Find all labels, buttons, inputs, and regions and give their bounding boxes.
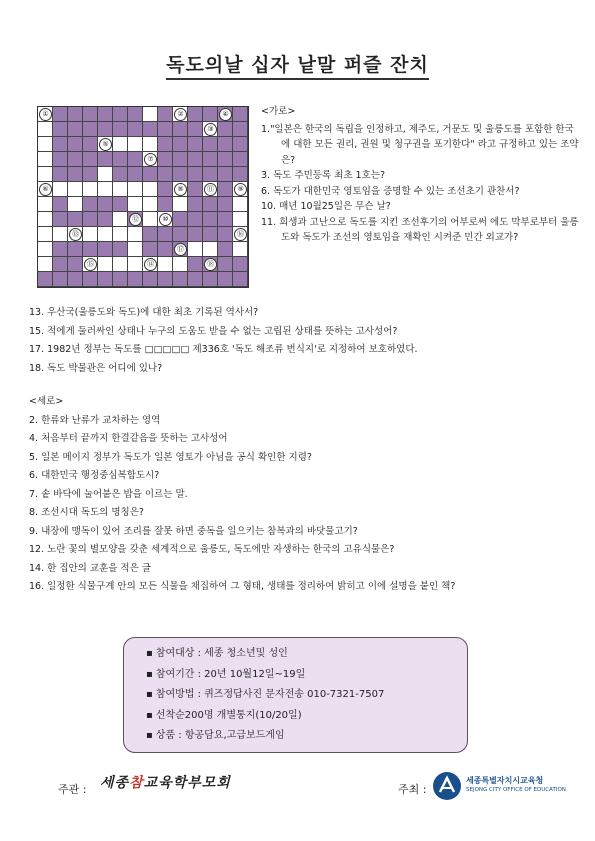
across-clue: 11. 희생과 고난으로 독도를 지킨 조선후기의 어부로써 에도 막부로부터 울릉도와 독도가 조선의 영토임을 재확인 시켜준 민간 외교가?	[261, 216, 579, 243]
grid-cell-answer	[98, 242, 113, 257]
host-label: 주최 :	[398, 783, 427, 796]
grid-cell-answer	[218, 122, 233, 137]
grid-cell-blank	[173, 182, 188, 197]
grid-cell-blank	[68, 227, 83, 242]
grid-cell-answer	[158, 197, 173, 212]
grid-cell-answer	[128, 212, 143, 227]
grid-cell-blank	[143, 257, 158, 272]
host-name: 세종특별자치시교육청	[466, 776, 544, 785]
grid-cell-blank	[98, 257, 113, 272]
grid-cell-answer	[53, 122, 68, 137]
grid-cell-blank	[68, 182, 83, 197]
info-prizes: ▪ 상품 : 항공담요,고급보드게임	[146, 726, 467, 747]
grid-cell-answer	[143, 227, 158, 242]
grid-cell-blank	[188, 242, 203, 257]
grid-cell-answer	[53, 272, 68, 287]
grid-cell-blank	[38, 152, 53, 167]
grid-cell-blank	[113, 182, 128, 197]
grid-cell-answer	[158, 242, 173, 257]
across-heading: <가로>	[261, 106, 296, 117]
grid-cell-blank	[233, 242, 248, 257]
across-clue: 3. 독도 주민등록 최초 1호는?	[261, 170, 385, 181]
grid-cell-answer	[218, 137, 233, 152]
grid-cell-answer	[173, 272, 188, 287]
grid-cell-answer	[83, 167, 98, 182]
grid-cell-answer	[98, 152, 113, 167]
grid-cell-answer	[188, 122, 203, 137]
grid-cell-answer	[188, 182, 203, 197]
grid-cell-answer	[128, 272, 143, 287]
clue-number: ⑭	[144, 258, 157, 271]
down-clue: 9. 내장에 맹독이 있어 조리를 잘못 하면 중독을 일으키는 참복과의 바닷물고기?	[29, 525, 358, 537]
grid-cell-answer	[68, 122, 83, 137]
across-clues	[261, 104, 581, 246]
clue-number: ⑮	[84, 258, 97, 271]
grid-cell-answer	[188, 227, 203, 242]
clue-number: ②	[174, 108, 187, 121]
grid-cell-answer	[113, 272, 128, 287]
down-clue: 16. 일정한 식물구계 안의 모든 식물을 채집하여 그 형태, 생태를 정리하여 밝히고 이에 설명을 붙인 책?	[29, 581, 456, 592]
grid-cell-answer	[113, 122, 128, 137]
grid-cell-blank	[113, 137, 128, 152]
grid-cell-blank	[38, 242, 53, 257]
grid-cell-blank	[173, 107, 188, 122]
grid-cell-blank	[143, 137, 158, 152]
grid-cell-blank	[143, 182, 158, 197]
grid-cell-answer	[188, 212, 203, 227]
clue-number: ①	[39, 108, 52, 121]
grid-cell-answer	[38, 272, 53, 287]
down-clues	[29, 393, 574, 597]
grid-cell-answer	[53, 107, 68, 122]
grid-cell-answer	[83, 122, 98, 137]
grid-cell-answer	[203, 152, 218, 167]
clue-number: ⑯	[234, 228, 247, 241]
grid-cell-blank	[233, 182, 248, 197]
grid-cell-blank	[128, 137, 143, 152]
info-period: ▪ 참여기간 : 20년 10월12일~19일	[146, 665, 467, 686]
grid-cell-answer	[233, 257, 248, 272]
grid-cell-answer	[233, 122, 248, 137]
across-clue: 17. 1982년 정부는 독도를 □□□□□ 제336호 '독도 해조류 번식지'로 지정하여 보호하였다.	[29, 344, 418, 355]
grid-cell-answer	[233, 137, 248, 152]
grid-cell-answer	[83, 212, 98, 227]
grid-cell-blank	[203, 242, 218, 257]
grid-cell-blank	[143, 107, 158, 122]
grid-cell-blank	[98, 137, 113, 152]
grid-cell-answer	[218, 272, 233, 287]
grid-cell-answer	[173, 212, 188, 227]
clue-number: ⑪	[204, 183, 217, 196]
grid-cell-blank	[158, 212, 173, 227]
clue-number: ⑬	[69, 228, 82, 241]
across-clue: 1."일본은 한국의 독립을 인정하고, 제주도, 거문도 및 울릉도를 포함한 한국에 대한 모든 권리, 권원 및 청구권을 포기한다" 라고 규정하고 있는 조약은?	[261, 123, 579, 166]
clue-number: ⑫	[129, 213, 142, 226]
sejong-education-emblem-icon	[432, 771, 462, 801]
grid-cell-answer	[98, 197, 113, 212]
clue-number: ⑤	[99, 138, 112, 151]
down-clue: 14. 한 집안의 교훈을 적은 글	[29, 562, 151, 574]
grid-cell-answer	[113, 167, 128, 182]
grid-cell-answer	[113, 107, 128, 122]
grid-cell-blank	[38, 137, 53, 152]
grid-cell-blank	[113, 227, 128, 242]
grid-cell-answer	[173, 242, 188, 257]
grid-cell-answer	[68, 212, 83, 227]
grid-cell-blank	[38, 227, 53, 242]
host-name-english: SEJONG CITY OFFICE OF EDUCATION	[466, 787, 566, 793]
grid-cell-blank	[38, 197, 53, 212]
across-clue: 6. 독도가 대한민국 영토임을 증명할 수 있는 조선초기 관찬서?	[261, 185, 520, 197]
info-notice: ▪ 선착순200명 개별통지(10/20일)	[146, 706, 467, 727]
grid-cell-blank	[113, 257, 128, 272]
grid-cell-answer	[68, 272, 83, 287]
down-clue: 2. 한류와 난류가 교차하는 영역	[29, 414, 161, 426]
grid-cell-blank	[83, 182, 98, 197]
clue-number: ⑨	[234, 183, 247, 196]
grid-cell-blank	[203, 122, 218, 137]
down-clue: 8. 조선시대 독도의 명칭은?	[29, 507, 144, 518]
grid-cell-answer	[158, 272, 173, 287]
grid-cell-answer	[218, 197, 233, 212]
clue-number: ③	[204, 123, 217, 136]
grid-cell-answer	[188, 137, 203, 152]
grid-cell-blank	[203, 182, 218, 197]
grid-cell-blank	[128, 227, 143, 242]
grid-cell-blank	[83, 257, 98, 272]
organizer-label: 주관 :	[58, 783, 87, 796]
grid-cell-answer	[203, 197, 218, 212]
grid-cell-blank	[38, 122, 53, 137]
page-title: 독도의날 십자 낱말 퍼즐 잔치	[0, 50, 595, 77]
clue-number: ⑩	[159, 213, 172, 226]
grid-cell-answer	[203, 137, 218, 152]
grid-cell-answer	[233, 152, 248, 167]
across-clue: 15. 적에게 둘러싸인 상태나 누구의 도움도 받을 수 없는 고립된 상태를 뜻하는 고사성어?	[29, 325, 398, 337]
grid-cell-blank	[128, 257, 143, 272]
grid-cell-blank	[233, 197, 248, 212]
grid-cell-blank	[38, 212, 53, 227]
grid-cell-answer	[173, 227, 188, 242]
grid-cell-answer	[188, 257, 203, 272]
grid-cell-answer	[143, 167, 158, 182]
grid-cell-blank	[38, 257, 53, 272]
grid-cell-answer	[83, 197, 98, 212]
grid-cell-blank	[233, 212, 248, 227]
clue-number: ⑱	[204, 258, 217, 271]
grid-cell-answer	[83, 272, 98, 287]
grid-cell-blank	[53, 182, 68, 197]
grid-cell-blank	[143, 152, 158, 167]
grid-cell-blank	[233, 227, 248, 242]
grid-cell-answer	[158, 182, 173, 197]
grid-cell-answer	[53, 167, 68, 182]
grid-cell-answer	[203, 212, 218, 227]
grid-cell-blank	[158, 257, 173, 272]
grid-cell-blank	[53, 227, 68, 242]
grid-cell-answer	[203, 227, 218, 242]
grid-cell-answer	[83, 152, 98, 167]
grid-cell-blank	[128, 197, 143, 212]
across-clue: 10. 매년 10월25일은 무슨 날?	[261, 201, 391, 212]
grid-cell-answer	[98, 272, 113, 287]
across-clue: 13. 우산국(울릉도와 독도)에 대한 최초 기록된 역사서?	[29, 307, 259, 318]
grid-cell-blank	[173, 257, 188, 272]
grid-cell-answer	[113, 152, 128, 167]
grid-cell-answer	[128, 167, 143, 182]
grid-cell-blank	[38, 107, 53, 122]
grid-cell-answer	[173, 152, 188, 167]
grid-cell-answer	[188, 197, 203, 212]
grid-cell-blank	[143, 197, 158, 212]
grid-cell-answer	[98, 212, 113, 227]
across-clue: 18. 독도 박물관은 어디에 있나?	[29, 362, 163, 374]
grid-cell-answer	[98, 107, 113, 122]
clue-number: ⑥	[39, 183, 52, 196]
clue-number: ⑦	[144, 153, 157, 166]
grid-cell-answer	[128, 122, 143, 137]
grid-cell-answer	[53, 152, 68, 167]
grid-cell-answer	[203, 257, 218, 272]
grid-cell-blank	[143, 212, 158, 227]
grid-cell-answer	[218, 212, 233, 227]
down-heading: <세로>	[29, 396, 64, 407]
grid-cell-answer	[173, 122, 188, 137]
grid-cell-answer	[158, 137, 173, 152]
grid-cell-answer	[218, 167, 233, 182]
grid-cell-answer	[128, 152, 143, 167]
grid-cell-answer	[143, 122, 158, 137]
grid-cell-blank	[38, 167, 53, 182]
grid-cell-answer	[188, 152, 203, 167]
grid-cell-answer	[83, 107, 98, 122]
grid-cell-answer	[233, 272, 248, 287]
grid-cell-answer	[68, 152, 83, 167]
grid-cell-answer	[53, 212, 68, 227]
down-clue: 5. 일본 메이지 정부가 독도가 일본 영토가 아님을 공식 확인한 지령?	[29, 451, 312, 463]
grid-cell-answer	[113, 242, 128, 257]
grid-cell-blank	[98, 167, 113, 182]
down-clue: 12. 노란 꽃의 별모양을 갖춘 세계적으로 울릉도, 독도에만 자생하는 한국의 고유식물은?	[29, 544, 395, 555]
info-participants: ▪ 참여대상 : 세종 청소년및 성인	[146, 644, 467, 665]
grid-cell-blank	[98, 182, 113, 197]
grid-cell-answer	[83, 242, 98, 257]
grid-cell-answer	[173, 167, 188, 182]
grid-cell-blank	[98, 227, 113, 242]
grid-cell-blank	[128, 242, 143, 257]
grid-cell-answer	[143, 242, 158, 257]
grid-cell-answer	[68, 167, 83, 182]
grid-cell-answer	[143, 272, 158, 287]
grid-cell-answer	[218, 182, 233, 197]
grid-cell-blank	[83, 227, 98, 242]
event-info-box	[123, 637, 468, 753]
down-clue: 4. 처음부터 끝까지 한결같음을 뜻하는 고사성어	[29, 433, 228, 444]
grid-cell-answer	[218, 242, 233, 257]
grid-cell-answer	[233, 107, 248, 122]
clue-number: ⑧	[174, 183, 187, 196]
crossword-grid	[37, 106, 249, 288]
down-clue: 7. 솥 바닥에 눌어붙은 밥을 이르는 말.	[29, 488, 188, 500]
grid-cell-answer	[158, 152, 173, 167]
grid-cell-answer	[98, 122, 113, 137]
grid-cell-answer	[173, 137, 188, 152]
clue-number: ④	[219, 108, 232, 121]
grid-cell-blank	[128, 182, 143, 197]
grid-cell-answer	[188, 167, 203, 182]
grid-cell-answer	[188, 272, 203, 287]
grid-cell-answer	[158, 227, 173, 242]
grid-cell-answer	[68, 242, 83, 257]
clue-number: ⑰	[174, 243, 187, 256]
grid-cell-answer	[53, 242, 68, 257]
grid-cell-blank	[38, 182, 53, 197]
grid-cell-answer	[113, 197, 128, 212]
info-method: ▪ 참여방법 : 퀴즈정답사진 문자전송 010-7321-7507	[146, 685, 467, 706]
grid-cell-answer	[68, 257, 83, 272]
grid-cell-answer	[203, 272, 218, 287]
grid-cell-answer	[203, 107, 218, 122]
grid-cell-answer	[218, 152, 233, 167]
grid-cell-answer	[53, 137, 68, 152]
grid-cell-answer	[83, 137, 98, 152]
grid-cell-answer	[128, 107, 143, 122]
grid-cell-answer	[233, 167, 248, 182]
down-clue: 6. 대한민국 행정중심복합도시?	[29, 470, 160, 481]
grid-cell-answer	[203, 167, 218, 182]
grid-cell-blank	[113, 212, 128, 227]
grid-cell-blank	[173, 197, 188, 212]
across-clues-continued	[29, 304, 574, 378]
grid-cell-answer	[188, 107, 203, 122]
grid-cell-answer	[68, 137, 83, 152]
grid-cell-answer	[218, 107, 233, 122]
grid-cell-answer	[218, 227, 233, 242]
grid-cell-answer	[68, 107, 83, 122]
grid-cell-answer	[218, 257, 233, 272]
grid-cell-answer	[158, 167, 173, 182]
grid-cell-answer	[158, 107, 173, 122]
grid-cell-answer	[53, 197, 68, 212]
organizer-logo: 세종참교육학부모회	[100, 775, 231, 791]
grid-cell-answer	[53, 257, 68, 272]
grid-cell-answer	[158, 122, 173, 137]
grid-cell-blank	[68, 197, 83, 212]
